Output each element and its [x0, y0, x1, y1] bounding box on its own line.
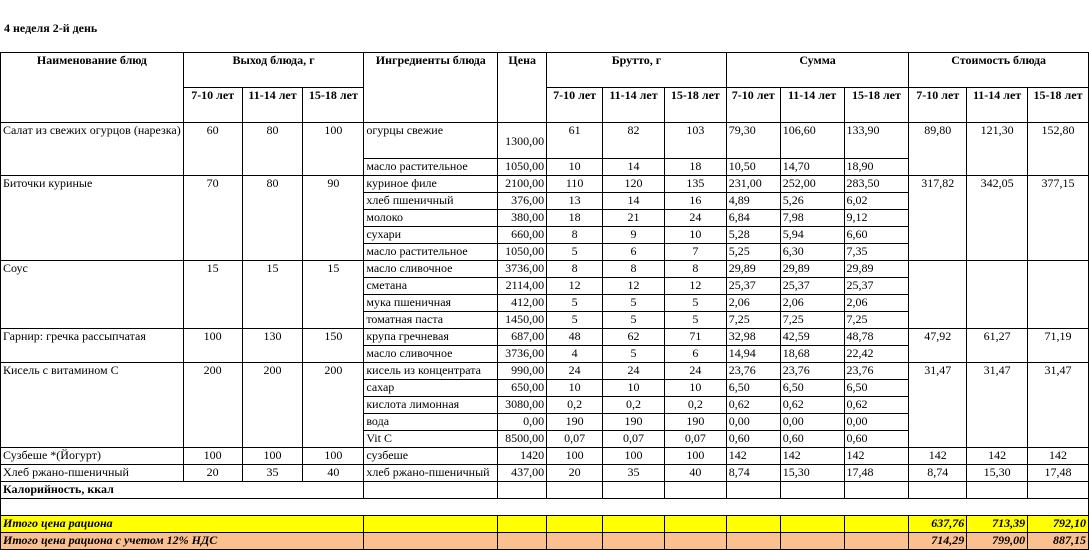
- ingredient-sum[interactable]: 0,00: [780, 414, 844, 431]
- total-vat-value[interactable]: 799,00: [967, 533, 1028, 550]
- ingredient-brutto[interactable]: 0,07: [547, 431, 603, 448]
- ingredient-name[interactable]: вода: [364, 414, 498, 431]
- ingredient-sum[interactable]: 231,00: [726, 176, 780, 193]
- ingredient-price[interactable]: 376,00: [498, 193, 547, 210]
- ingredient-brutto[interactable]: 100: [603, 448, 665, 465]
- ingredient-sum[interactable]: 7,25: [726, 312, 780, 329]
- ingredient-price[interactable]: 437,00: [498, 465, 547, 482]
- ingredient-price[interactable]: 3736,00: [498, 261, 547, 278]
- ingredient-name[interactable]: сметана: [364, 278, 498, 295]
- ingredient-brutto[interactable]: 18: [547, 210, 603, 227]
- ingredient-row: [1, 363, 1089, 380]
- ingredient-sum[interactable]: 0,62: [726, 397, 780, 414]
- ingredient-sum[interactable]: 6,30: [780, 244, 844, 261]
- ingredient-brutto[interactable]: 62: [603, 329, 665, 346]
- ingredient-brutto[interactable]: 16: [664, 193, 726, 210]
- ingredient-brutto[interactable]: 71: [664, 329, 726, 346]
- ingredient-brutto[interactable]: 120: [603, 176, 665, 193]
- ingredient-name[interactable]: куриное филе: [364, 176, 498, 193]
- ingredient-name[interactable]: сузбеше: [364, 448, 498, 465]
- ingredient-sum[interactable]: 106,60: [780, 123, 844, 159]
- dish-yield[interactable]: 60: [183, 123, 242, 176]
- ingredient-sum[interactable]: 5,26: [780, 193, 844, 210]
- ingredient-brutto[interactable]: 5: [664, 295, 726, 312]
- dish-yield[interactable]: 15: [183, 261, 242, 329]
- age-header-cost[interactable]: 15-18 лет: [1028, 88, 1089, 123]
- col-sum[interactable]: Сумма: [726, 53, 909, 88]
- ingredient-name[interactable]: молоко: [364, 210, 498, 227]
- ingredient-name[interactable]: кисель из концентрата: [364, 363, 498, 380]
- ingredient-sum[interactable]: 7,35: [844, 244, 909, 261]
- ingredient-brutto[interactable]: 24: [547, 363, 603, 380]
- ingredient-sum[interactable]: 0,00: [726, 414, 780, 431]
- ingredient-price[interactable]: 8500,00: [498, 431, 547, 448]
- ingredient-brutto[interactable]: 100: [664, 448, 726, 465]
- ingredient-sum[interactable]: 6,02: [844, 193, 909, 210]
- ingredient-name[interactable]: огурцы свежие: [364, 123, 498, 159]
- ingredient-sum[interactable]: 5,25: [726, 244, 780, 261]
- ingredient-sum[interactable]: 7,25: [780, 312, 844, 329]
- ingredient-name[interactable]: крупа гречневая: [364, 329, 498, 346]
- ingredient-sum[interactable]: 14,70: [780, 159, 844, 176]
- ingredient-price[interactable]: 1420: [498, 448, 547, 465]
- total-value[interactable]: 792,10: [1028, 516, 1089, 533]
- ingredient-price[interactable]: 412,00: [498, 295, 547, 312]
- blank-row: [1, 499, 1089, 516]
- ingredient-name[interactable]: масло растительное: [364, 159, 498, 176]
- ingredient-brutto[interactable]: 7: [664, 244, 726, 261]
- ingredient-sum[interactable]: 0,62: [780, 397, 844, 414]
- ingredient-brutto[interactable]: 61: [547, 123, 603, 159]
- dish-cost[interactable]: 31,47: [967, 363, 1028, 448]
- age-header-cost[interactable]: 15-18 лет: [844, 88, 909, 123]
- dish-name[interactable]: Гарнир: гречка рассыпчатая: [1, 329, 184, 363]
- ingredient-sum[interactable]: 2,06: [844, 295, 909, 312]
- ingredient-row: [1, 448, 1089, 465]
- ingredient-price[interactable]: 1050,00: [498, 244, 547, 261]
- age-header-cost[interactable]: 11-14 лет: [967, 88, 1028, 123]
- dish-cost[interactable]: 15,30: [967, 465, 1028, 482]
- age-header-yield[interactable]: 15-18 лет: [303, 88, 364, 123]
- ingredient-sum[interactable]: 6,50: [726, 380, 780, 397]
- ingredient-sum[interactable]: 0,62: [844, 397, 909, 414]
- dish-cost[interactable]: 142: [909, 448, 967, 465]
- ingredient-price[interactable]: 3080,00: [498, 397, 547, 414]
- ingredient-brutto[interactable]: 190: [603, 414, 665, 431]
- ingredient-sum[interactable]: 23,76: [726, 363, 780, 380]
- ingredient-sum[interactable]: 142: [844, 448, 909, 465]
- ingredient-brutto[interactable]: 12: [603, 278, 665, 295]
- ingredient-brutto[interactable]: 12: [547, 278, 603, 295]
- dish-yield[interactable]: 100: [303, 123, 364, 176]
- ingredient-brutto[interactable]: 0,2: [547, 397, 603, 414]
- total-value[interactable]: 637,76: [909, 516, 967, 533]
- total-vat-label[interactable]: Итого цена рациона с учетом 12% НДС: [1, 533, 364, 550]
- ingredient-brutto[interactable]: 10: [664, 227, 726, 244]
- ingredient-row: [1, 123, 1089, 159]
- dish-cost[interactable]: 31,47: [1028, 363, 1089, 448]
- ingredient-price[interactable]: 2114,00: [498, 278, 547, 295]
- dish-cost[interactable]: 61,27: [967, 329, 1028, 363]
- ingredient-name[interactable]: томатная паста: [364, 312, 498, 329]
- ingredient-name[interactable]: хлеб пшеничный: [364, 193, 498, 210]
- ingredient-brutto[interactable]: 8: [664, 261, 726, 278]
- dish-yield[interactable]: 40: [303, 465, 364, 482]
- ingredient-sum[interactable]: 79,30: [726, 123, 780, 159]
- ingredient-sum[interactable]: 252,00: [780, 176, 844, 193]
- ingredient-brutto[interactable]: 100: [547, 448, 603, 465]
- ingredient-sum[interactable]: 2,06: [726, 295, 780, 312]
- ingredient-name[interactable]: масло сливочное: [364, 261, 498, 278]
- ingredient-sum[interactable]: 0,60: [780, 431, 844, 448]
- col-ingredients[interactable]: Ингредиенты блюда: [364, 53, 498, 123]
- age-header-cost[interactable]: 7-10 лет: [909, 88, 967, 123]
- dish-name[interactable]: Сузбеше *(Йогурт): [1, 448, 184, 465]
- age-header-yield[interactable]: 7-10 лет: [183, 88, 242, 123]
- ingredient-sum[interactable]: 0,60: [726, 431, 780, 448]
- ingredient-sum[interactable]: 42,59: [780, 329, 844, 346]
- ingredient-brutto[interactable]: 0,07: [664, 431, 726, 448]
- ingredient-sum[interactable]: 5,94: [780, 227, 844, 244]
- ingredient-sum[interactable]: 23,76: [844, 363, 909, 380]
- ingredient-brutto[interactable]: 82: [603, 123, 665, 159]
- col-cost[interactable]: Стоимость блюда: [909, 53, 1089, 88]
- ingredient-brutto[interactable]: 5: [547, 295, 603, 312]
- total-row: [1, 516, 1089, 533]
- ingredient-sum[interactable]: 6,50: [844, 380, 909, 397]
- ingredient-brutto[interactable]: 24: [664, 363, 726, 380]
- ingredient-sum[interactable]: 5,28: [726, 227, 780, 244]
- age-header-cost[interactable]: 7-10 лет: [726, 88, 780, 123]
- ingredient-brutto[interactable]: 8: [547, 227, 603, 244]
- dish-yield[interactable]: 200: [303, 363, 364, 448]
- dish-yield[interactable]: 100: [183, 329, 242, 363]
- ingredient-brutto[interactable]: 110: [547, 176, 603, 193]
- col-yield[interactable]: Выход блюда, г: [183, 53, 364, 88]
- ingredient-price[interactable]: 1300,00: [498, 123, 547, 159]
- age-header-sum[interactable]: 11-14 лет: [603, 88, 665, 123]
- dish-cost[interactable]: 31,47: [909, 363, 967, 448]
- dish-name[interactable]: Биточки куриные: [1, 176, 184, 261]
- ingredient-brutto[interactable]: 0,2: [603, 397, 665, 414]
- ingredient-brutto[interactable]: 40: [664, 465, 726, 482]
- dish-name[interactable]: Хлеб ржано-пшеничный: [1, 465, 184, 482]
- dish-cost[interactable]: 89,80: [909, 123, 967, 176]
- dish-yield[interactable]: 15: [303, 261, 364, 329]
- ingredient-brutto[interactable]: 8: [603, 261, 665, 278]
- ingredient-sum[interactable]: 32,98: [726, 329, 780, 346]
- ingredient-price[interactable]: 660,00: [498, 227, 547, 244]
- calories-label[interactable]: Калорийность, ккал: [1, 482, 364, 499]
- dish-yield[interactable]: 200: [183, 363, 242, 448]
- ingredient-brutto[interactable]: 35: [603, 465, 665, 482]
- ingredient-sum[interactable]: 25,37: [726, 278, 780, 295]
- ingredient-sum[interactable]: 17,48: [844, 465, 909, 482]
- ingredient-name[interactable]: масло сливочное: [364, 346, 498, 363]
- ingredient-brutto[interactable]: 18: [664, 159, 726, 176]
- ingredient-sum[interactable]: 25,37: [780, 278, 844, 295]
- dish-yield[interactable]: 130: [242, 329, 303, 363]
- ingredient-name[interactable]: сахар: [364, 380, 498, 397]
- dish-yield[interactable]: 80: [242, 176, 303, 261]
- ingredient-brutto[interactable]: 24: [664, 210, 726, 227]
- ingredient-price[interactable]: 650,00: [498, 380, 547, 397]
- ingredient-sum[interactable]: 14,94: [726, 346, 780, 363]
- ingredient-brutto[interactable]: 190: [547, 414, 603, 431]
- dish-yield[interactable]: 80: [242, 123, 303, 176]
- ingredient-sum[interactable]: 10,50: [726, 159, 780, 176]
- ingredient-price[interactable]: 2100,00: [498, 176, 547, 193]
- dish-cost[interactable]: 71,19: [1028, 329, 1089, 363]
- ingredient-sum[interactable]: 283,50: [844, 176, 909, 193]
- ingredient-sum[interactable]: 0,00: [844, 414, 909, 431]
- ingredient-brutto[interactable]: 10: [664, 380, 726, 397]
- ingredient-brutto[interactable]: 8: [547, 261, 603, 278]
- ingredient-brutto[interactable]: 10: [547, 159, 603, 176]
- dish-cost[interactable]: [1028, 261, 1089, 329]
- dish-yield[interactable]: 100: [242, 448, 303, 465]
- total-vat-value[interactable]: 887,15: [1028, 533, 1089, 550]
- sheet-title: 4 неделя 2-й день: [4, 21, 98, 35]
- ingredient-sum[interactable]: 18,68: [780, 346, 844, 363]
- ingredient-brutto[interactable]: 5: [664, 312, 726, 329]
- ingredient-sum[interactable]: 29,89: [844, 261, 909, 278]
- ingredient-name[interactable]: кислота лимонная: [364, 397, 498, 414]
- dish-cost[interactable]: [909, 261, 967, 329]
- ingredient-sum[interactable]: 48,78: [844, 329, 909, 346]
- ingredient-sum[interactable]: 25,37: [844, 278, 909, 295]
- ingredient-sum[interactable]: 7,25: [844, 312, 909, 329]
- ingredient-sum[interactable]: 8,74: [726, 465, 780, 482]
- dish-yield[interactable]: 90: [303, 176, 364, 261]
- age-header-cost[interactable]: 11-14 лет: [780, 88, 844, 123]
- ingredient-brutto[interactable]: 48: [547, 329, 603, 346]
- dish-cost[interactable]: 121,30: [967, 123, 1028, 176]
- age-header-yield[interactable]: 11-14 лет: [242, 88, 303, 123]
- ingredient-brutto[interactable]: 5: [603, 312, 665, 329]
- dish-yield[interactable]: 15: [242, 261, 303, 329]
- dish-yield[interactable]: 20: [183, 465, 242, 482]
- ingredient-name[interactable]: масло растительное: [364, 244, 498, 261]
- ingredient-brutto[interactable]: 13: [547, 193, 603, 210]
- ingredient-brutto[interactable]: 135: [664, 176, 726, 193]
- menu-cost-table: [0, 52, 1089, 550]
- dish-cost[interactable]: 8,74: [909, 465, 967, 482]
- ingredient-brutto[interactable]: 5: [547, 312, 603, 329]
- ingredient-sum[interactable]: 6,50: [780, 380, 844, 397]
- ingredient-sum[interactable]: 22,42: [844, 346, 909, 363]
- ingredient-name[interactable]: хлеб ржано-пшеничный: [364, 465, 498, 482]
- ingredient-brutto[interactable]: 24: [603, 363, 665, 380]
- ingredient-brutto[interactable]: 5: [603, 295, 665, 312]
- ingredient-sum[interactable]: 7,98: [780, 210, 844, 227]
- dish-cost[interactable]: [967, 261, 1028, 329]
- ingredient-sum[interactable]: 9,12: [844, 210, 909, 227]
- total-vat-value[interactable]: 714,29: [909, 533, 967, 550]
- ingredient-brutto[interactable]: 5: [547, 244, 603, 261]
- dish-cost[interactable]: 142: [967, 448, 1028, 465]
- age-header-sum[interactable]: 15-18 лет: [664, 88, 726, 123]
- ingredient-sum[interactable]: 29,89: [726, 261, 780, 278]
- ingredient-price[interactable]: 687,00: [498, 329, 547, 346]
- ingredient-price[interactable]: 380,00: [498, 210, 547, 227]
- ingredient-sum[interactable]: 6,84: [726, 210, 780, 227]
- dish-yield[interactable]: 100: [183, 448, 242, 465]
- dish-cost[interactable]: 17,48: [1028, 465, 1089, 482]
- ingredient-brutto[interactable]: 5: [603, 346, 665, 363]
- dish-name[interactable]: Кисель с витамином С: [1, 363, 184, 448]
- col-price[interactable]: Цена: [498, 53, 547, 123]
- total-value[interactable]: 713,39: [967, 516, 1028, 533]
- ingredient-price[interactable]: 3736,00: [498, 346, 547, 363]
- ingredient-brutto[interactable]: 103: [664, 123, 726, 159]
- dish-yield[interactable]: 70: [183, 176, 242, 261]
- dish-cost[interactable]: 342,05: [967, 176, 1028, 261]
- dish-cost[interactable]: 377,15: [1028, 176, 1089, 261]
- ingredient-brutto[interactable]: 21: [603, 210, 665, 227]
- dish-yield[interactable]: 100: [303, 448, 364, 465]
- ingredient-row: [1, 465, 1089, 482]
- ingredient-sum[interactable]: 29,89: [780, 261, 844, 278]
- ingredient-brutto[interactable]: 6: [664, 346, 726, 363]
- ingredient-sum[interactable]: 4,89: [726, 193, 780, 210]
- ingredient-sum[interactable]: 0,60: [844, 431, 909, 448]
- ingredient-brutto[interactable]: 9: [603, 227, 665, 244]
- dish-yield[interactable]: 35: [242, 465, 303, 482]
- ingredient-sum[interactable]: 18,90: [844, 159, 909, 176]
- ingredient-sum[interactable]: 15,30: [780, 465, 844, 482]
- ingredient-sum[interactable]: 2,06: [780, 295, 844, 312]
- ingredient-brutto[interactable]: 4: [547, 346, 603, 363]
- dish-table-body: [1, 123, 1089, 482]
- dish-cost[interactable]: 317,82: [909, 176, 967, 261]
- ingredient-sum[interactable]: 6,60: [844, 227, 909, 244]
- ingredient-brutto[interactable]: 0,2: [664, 397, 726, 414]
- ingredient-price[interactable]: 1050,00: [498, 159, 547, 176]
- ingredient-sum[interactable]: 142: [780, 448, 844, 465]
- col-brutto[interactable]: Брутто, г: [547, 53, 727, 88]
- ingredient-row: [1, 176, 1089, 193]
- ingredient-brutto[interactable]: 0,07: [603, 431, 665, 448]
- ingredient-brutto[interactable]: 190: [664, 414, 726, 431]
- ingredient-brutto[interactable]: 20: [547, 465, 603, 482]
- ingredient-row: [1, 261, 1089, 278]
- ingredient-brutto[interactable]: 10: [547, 380, 603, 397]
- calories-row: [1, 482, 1089, 499]
- ingredient-brutto[interactable]: 10: [603, 380, 665, 397]
- ingredient-brutto[interactable]: 12: [664, 278, 726, 295]
- ingredient-name[interactable]: мука пшеничная: [364, 295, 498, 312]
- dish-yield[interactable]: 200: [242, 363, 303, 448]
- ingredient-name[interactable]: Vit C: [364, 431, 498, 448]
- ingredient-price[interactable]: 0,00: [498, 414, 547, 431]
- ingredient-brutto[interactable]: 14: [603, 193, 665, 210]
- ingredient-sum[interactable]: 23,76: [780, 363, 844, 380]
- ingredient-price[interactable]: 1450,00: [498, 312, 547, 329]
- dish-name[interactable]: Салат из свежих огурцов (нарезка): [1, 123, 184, 176]
- ingredient-sum[interactable]: 142: [726, 448, 780, 465]
- header-row-1: [1, 53, 1089, 88]
- dish-cost[interactable]: 152,80: [1028, 123, 1089, 176]
- dish-name[interactable]: Соус: [1, 261, 184, 329]
- dish-cost[interactable]: 47,92: [909, 329, 967, 363]
- col-dish-name[interactable]: Наименование блюд: [1, 53, 184, 123]
- dish-yield[interactable]: 150: [303, 329, 364, 363]
- total-label[interactable]: Итого цена рациона: [1, 516, 364, 533]
- ingredient-name[interactable]: сухари: [364, 227, 498, 244]
- dish-cost[interactable]: 142: [1028, 448, 1089, 465]
- ingredient-brutto[interactable]: 14: [603, 159, 665, 176]
- ingredient-brutto[interactable]: 6: [603, 244, 665, 261]
- ingredient-sum[interactable]: 133,90: [844, 123, 909, 159]
- ingredient-price[interactable]: 990,00: [498, 363, 547, 380]
- ingredient-row: [1, 329, 1089, 346]
- age-header-sum[interactable]: 7-10 лет: [547, 88, 603, 123]
